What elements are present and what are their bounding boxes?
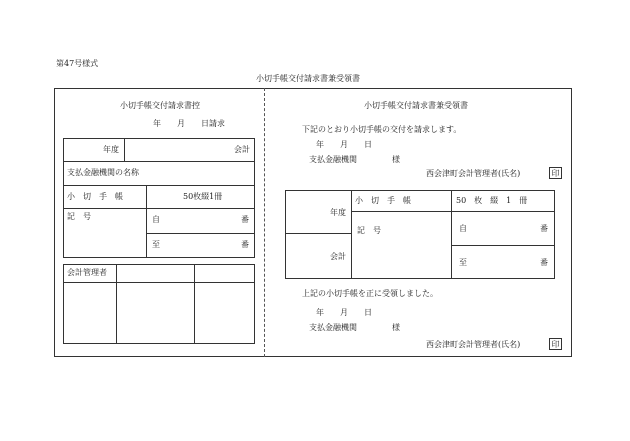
request-to-label: 至 — [459, 258, 467, 267]
request-date: 年 月 日 — [316, 140, 372, 149]
receipt-text: 上記の小切手帳を正に受領しました。 — [302, 289, 438, 298]
receipt-date: 年 月 日 — [316, 308, 372, 317]
stub-title: 小切手帳交付請求書控 — [120, 101, 200, 110]
stub-account-label: 会計 — [234, 145, 250, 154]
stub-from-number: 番 — [241, 215, 249, 224]
stub-checkbook-value: 50枚綴1冊 — [183, 192, 223, 201]
receiver-seal: 印 — [549, 338, 562, 350]
stub-request-date: 年 月 日請求 — [153, 119, 225, 128]
receipt-honorific: 様 — [392, 323, 400, 332]
receiver-name: 西会津町会計管理者(氏名) — [426, 340, 521, 349]
request-checkbook-value: 50 枚 綴 1 冊 — [456, 196, 528, 205]
form-title: 小切手帳交付請求書兼受領書 — [256, 74, 360, 83]
request-fiscal-year-label: 年度 — [330, 208, 346, 217]
stub-from-label: 自 — [152, 215, 160, 224]
stub-fiscal-year-label: 年度 — [103, 145, 119, 154]
stub-symbol-label: 記 号 — [67, 212, 91, 221]
request-symbol-label: 記 号 — [357, 226, 381, 235]
request-to-number: 番 — [540, 258, 548, 267]
stub-manager-label: 会計管理者 — [67, 268, 107, 277]
request-from-label: 自 — [459, 224, 467, 233]
request-bank: 支払金融機関 — [309, 155, 357, 164]
tear-line — [264, 88, 265, 357]
receipt-bank: 支払金融機関 — [309, 323, 357, 332]
request-intro: 下記のとおり小切手帳の交付を請求します。 — [302, 125, 462, 134]
stub-to-number: 番 — [241, 240, 249, 249]
stub-to-label: 至 — [152, 240, 160, 249]
request-checkbook-label: 小 切 手 帳 — [355, 196, 411, 205]
requester-seal: 印 — [549, 167, 562, 179]
stub-checkbook-label: 小 切 手 帳 — [67, 192, 123, 201]
stub-bank-label: 支払金融機関の名称 — [67, 168, 139, 177]
request-account-label: 会計 — [330, 252, 346, 261]
request-honorific: 様 — [392, 155, 400, 164]
request-title: 小切手帳交付請求書兼受領書 — [364, 101, 468, 110]
request-from-number: 番 — [540, 224, 548, 233]
form-number: 第47号様式 — [56, 59, 99, 68]
requester-name: 西会津町会計管理者(氏名) — [426, 169, 521, 178]
